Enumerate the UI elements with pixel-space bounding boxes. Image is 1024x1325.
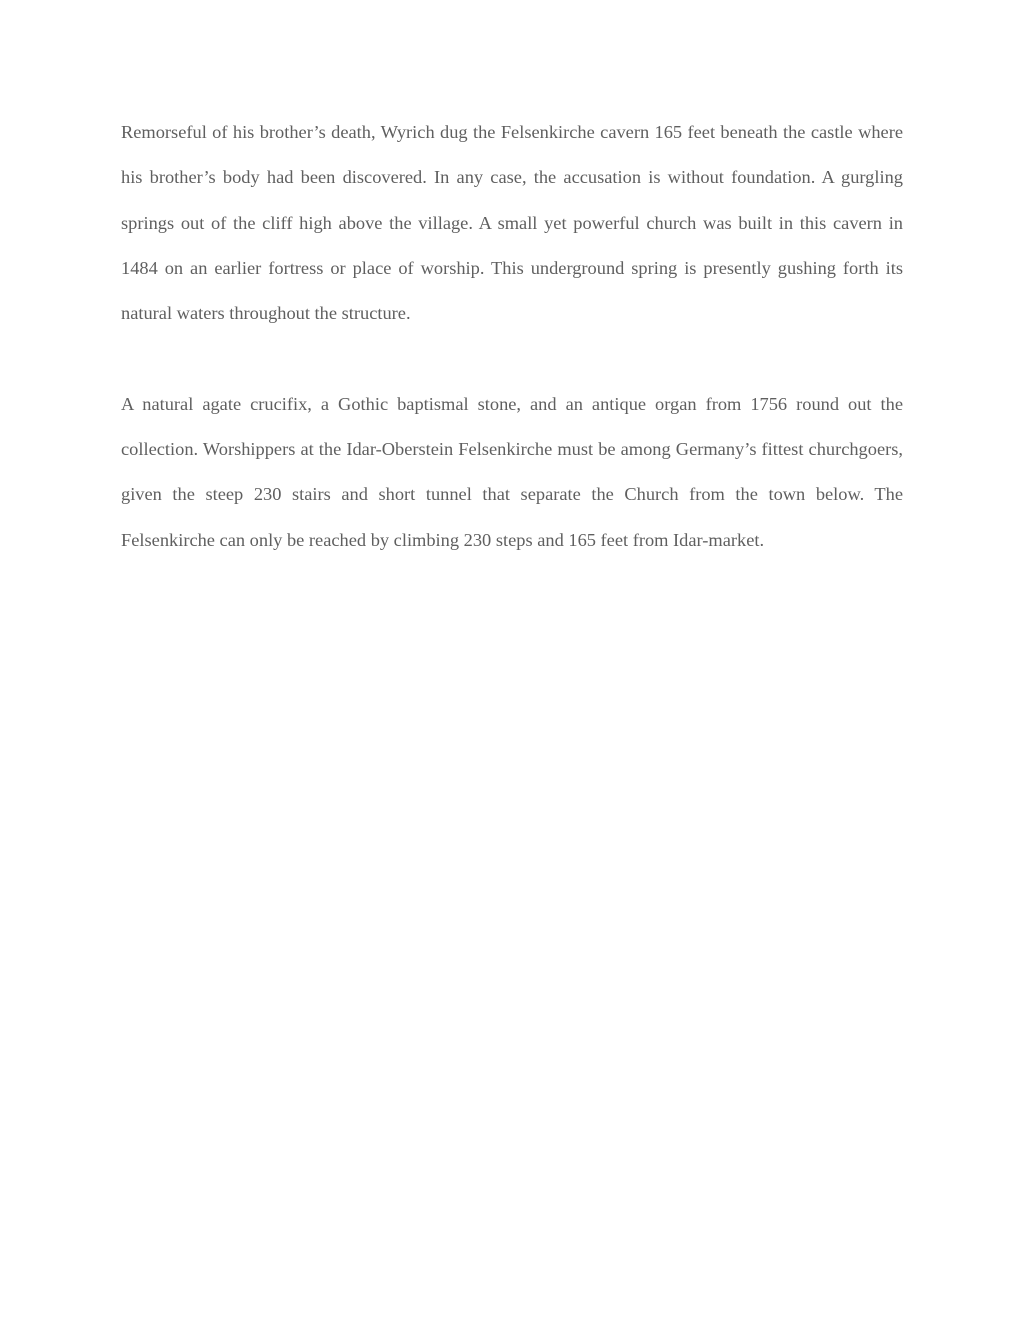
paragraph-1: Remorseful of his brother’s death, Wyrich dug the Felsenkirche cavern 165 feet beneath the castle where his brother’s body had been discovered. In any case, the accusation is without foundation. A gurgling springs out of the cliff high above the village. A small yet powerful church was built in this cavern in 1484 on an earlier fortress or place of worship. This underground spring is presently gushing forth its natural waters throughout the structure.: [121, 122, 903, 324]
document-body: [121, 110, 903, 563]
paragraph-2: A natural agate crucifix, a Gothic baptismal stone, and an antique organ from 1756 round out the collection. Worshippers at the Idar-Oberstein Felsenkirche must be among Germany’s fittest churchgoers, given the steep 230 stairs and short tunnel that separate the Church from the town below. The Felsenkirche can only be reached by climbing 230 steps and 165 feet from Idar-market.: [121, 393, 903, 550]
